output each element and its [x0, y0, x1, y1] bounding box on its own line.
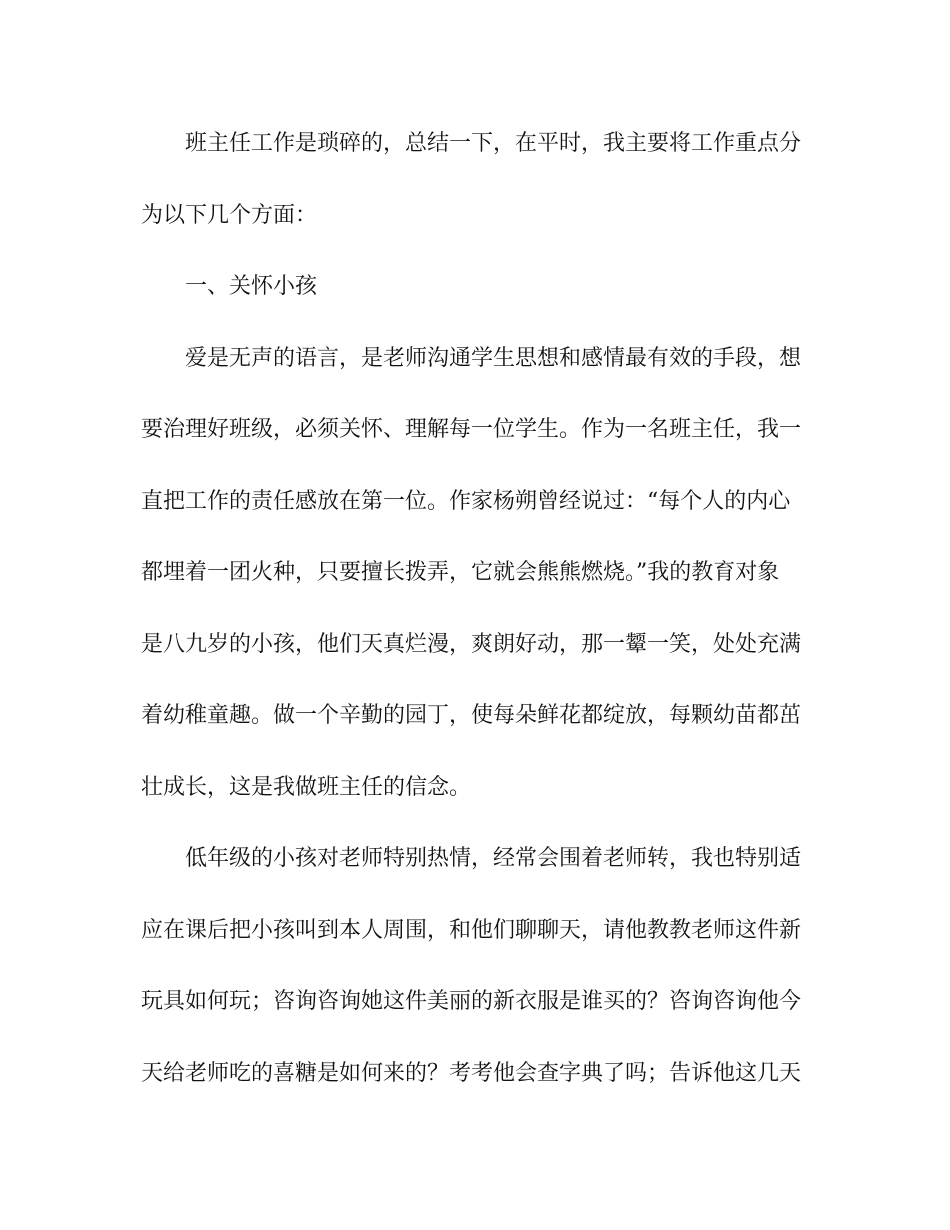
document-body	[141, 120, 801, 1121]
paragraph-line: 着幼稚童趣。做一个辛勤的园丁，使每朵鲜花都绽放，每颗幼苗都茁	[141, 703, 801, 728]
paragraph-line: 应在课后把小孩叫到本人周围，和他们聊聊天，请他教教老师这件新	[141, 917, 801, 943]
paragraph-line: 低年级的小孩对老师特别热情，经常会围着老师转，我也特别适	[185, 846, 801, 871]
paragraph-line: 玩具如何玩；咨询咨询她这件美丽的新衣服是谁买的？咨询咨询他今	[141, 989, 801, 1014]
paragraph-line: 爱是无声的语言，是老师沟通学生思想和感情最有效的手段，想	[185, 345, 801, 371]
paragraph-line: 要治理好班级，必须关怀、理解每一位学生。作为一名班主任，我一	[141, 417, 801, 442]
paragraph-line: 为以下几个方面：	[141, 202, 318, 228]
paragraph-line: 都埋着一团火种，只要擅长拨弄，它就会熊熊燃烧。”我的教育对象	[141, 560, 780, 585]
paragraph-line: 天给老师吃的喜糖是如何来的？考考他会查字典了吗；告诉他这几天	[141, 1060, 801, 1086]
section-heading: 一、关怀小孩	[185, 274, 318, 299]
paragraph-line: 直把工作的责任感放在第一位。作家杨朔曾经说过：“每个人的内心	[141, 488, 791, 514]
paragraph-line: 壮成长，这是我做班主任的信念。	[141, 774, 472, 800]
paragraph-line: 班主任工作是琐碎的，总结一下，在平时，我主要将工作重点分	[185, 131, 801, 156]
paragraph-line: 是八九岁的小孩，他们天真烂漫，爽朗好动，那一颦一笑，处处充满	[141, 631, 801, 657]
